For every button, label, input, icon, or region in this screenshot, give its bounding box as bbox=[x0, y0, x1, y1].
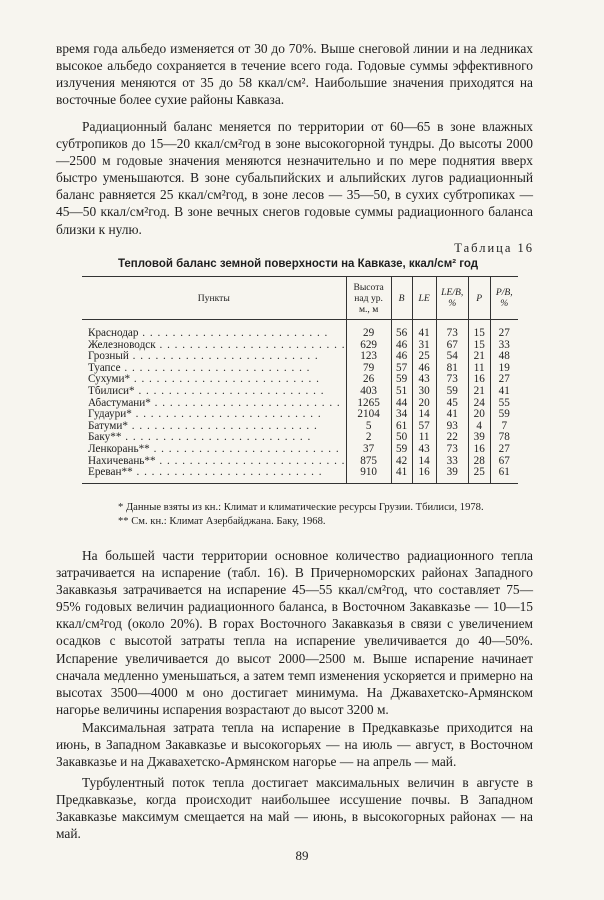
cell-p: 39 bbox=[468, 432, 490, 444]
cell-p-b: 27 bbox=[490, 374, 518, 386]
cell-le-b: 54 bbox=[436, 351, 468, 363]
cell-b: 44 bbox=[391, 398, 412, 410]
cell-b: 46 bbox=[391, 351, 412, 363]
cell-height: 29 bbox=[346, 320, 391, 340]
cell-name: Туапсе . . . bbox=[82, 363, 346, 375]
cell-b: 46 bbox=[391, 340, 412, 352]
cell-le-b: 59 bbox=[436, 386, 468, 398]
table-row bbox=[82, 386, 518, 398]
cell-b: 57 bbox=[391, 363, 412, 375]
cell-name: Краснодар . . . bbox=[82, 320, 346, 340]
cell-p: 28 bbox=[468, 456, 490, 468]
cell-name: Баку** . . . bbox=[82, 432, 346, 444]
cell-le: 16 bbox=[412, 467, 436, 483]
paragraph-turbulent-flux: Турбулентный поток тепла достигает максимальных величин в августе в Предкавказье, когда происходит наибольшее иссушение почвы. В Западном Закавказье максимум смещается на май — июнь, в высокогорных районах — на май. bbox=[56, 775, 533, 842]
cell-height: 5 bbox=[346, 421, 391, 433]
cell-name: Батуми* . . . bbox=[82, 421, 346, 433]
header-point: Пункты bbox=[82, 277, 346, 320]
cell-p-b: 27 bbox=[490, 320, 518, 340]
cell-height: 629 bbox=[346, 340, 391, 352]
cell-le: 30 bbox=[412, 386, 436, 398]
cell-p-b: 61 bbox=[490, 467, 518, 483]
cell-p-b: 55 bbox=[490, 398, 518, 410]
table-title: Тепловой баланс земной поверхности на Кавказе, ккал/см² год bbox=[117, 258, 479, 270]
cell-height: 875 bbox=[346, 456, 391, 468]
cell-le: 14 bbox=[412, 409, 436, 421]
page-number: 89 bbox=[295, 848, 309, 863]
table-row bbox=[82, 467, 518, 483]
header-height: Высота над ур. м., м bbox=[346, 277, 391, 320]
cell-p: 21 bbox=[468, 386, 490, 398]
cell-p-b: 67 bbox=[490, 456, 518, 468]
cell-le: 20 bbox=[412, 398, 436, 410]
paragraph-evaporation: На большей части территории основное количество радиационного тепла затрачивается на испарение (табл. 16). В Причерноморских районах Западного Закавказья затрачивается на испарение 45—55 ккал/см²год, что составляет 75—95% годовых величин радиационного баланса, в Восточном Закавказье — 10—15 ккал/см²год (около 20%). В горах Восточного Закавказья в связи с увеличением осадков с высотой затраты тепла на испарение увеличивается до 40—50%. Испарение увеличивается до высот 2000—2500 м. Выше испарение начинает сначала медленно уменьшаться, а затем темп изменения ускоряется и примерно на высотах 3500—4000 м оно достигает минимума. На Джавахетско-Армянском нагорье величины испарения возрастают до высот 3200 м. bbox=[56, 548, 533, 717]
cell-height: 123 bbox=[346, 351, 391, 363]
cell-b: 56 bbox=[391, 320, 412, 340]
cell-p-b: 59 bbox=[490, 409, 518, 421]
cell-p-b: 48 bbox=[490, 351, 518, 363]
cell-p: 16 bbox=[468, 374, 490, 386]
cell-p: 20 bbox=[468, 409, 490, 421]
paragraph-max-evaporation: Максимальная затрата тепла на испарение в Предкавказье приходится на июнь, в Западном Закавказье и высокогорьях — на июль — август, в Восточном Закавказье и на Джавахетско-Армянском нагорье — на апрель — май. bbox=[56, 720, 533, 770]
cell-le-b: 93 bbox=[436, 421, 468, 433]
cell-p: 21 bbox=[468, 351, 490, 363]
cell-p-b: 78 bbox=[490, 432, 518, 444]
header-le: LE bbox=[412, 277, 436, 320]
cell-height: 79 bbox=[346, 363, 391, 375]
cell-le-b: 33 bbox=[436, 456, 468, 468]
cell-p: 11 bbox=[468, 363, 490, 375]
cell-name: Нахичевань** . . . bbox=[82, 456, 346, 468]
paragraph-radiation-balance: Радиационный баланс меняется по территории от 60—65 в зоне влажных субтропиков до 15—20 ккал/см²год в зоне высокогорной тундры. До высоты 2000—2500 м годовые значения меняются незначительно и по мере поднятия вверх быстро уменьшаются. В зоне субальпийских и альпийских лугов радиационный баланс равняется 25 ккал/см²год, в зоне лесов — 35—50, в сухих субтропиках — 45—50 ккал/см²год. В зоне вечных снегов годовые суммы радиационного баланса близки к нулю. bbox=[56, 119, 533, 237]
cell-le: 46 bbox=[412, 363, 436, 375]
cell-le-b: 73 bbox=[436, 374, 468, 386]
cell-le-b: 22 bbox=[436, 432, 468, 444]
cell-le: 25 bbox=[412, 351, 436, 363]
cell-p: 15 bbox=[468, 340, 490, 352]
cell-le: 43 bbox=[412, 374, 436, 386]
cell-le-b: 45 bbox=[436, 398, 468, 410]
cell-name: Ленкорань** . . . bbox=[82, 444, 346, 456]
paragraph-albedo: время года альбедо изменяется от 30 до 70%. Выше снеговой линии и на ледниках высокое альбедо сохраняется в течение всего года. Годовые суммы эффективного излучения меняются от 35 до 58 ккал/см². Наибольшие значения приходятся на восточные более сухие районы Кавказа. bbox=[56, 41, 533, 108]
cell-p: 4 bbox=[468, 421, 490, 433]
table-row bbox=[82, 320, 518, 340]
cell-le-b: 73 bbox=[436, 320, 468, 340]
table-label: Таблица 16 bbox=[454, 241, 534, 255]
cell-height: 2104 bbox=[346, 409, 391, 421]
cell-name: Гудаури* . . . bbox=[82, 409, 346, 421]
cell-height: 26 bbox=[346, 374, 391, 386]
cell-le-b: 39 bbox=[436, 467, 468, 483]
cell-name: Абастумани* . . . bbox=[82, 398, 346, 410]
header-p: P bbox=[468, 277, 490, 320]
cell-le: 31 bbox=[412, 340, 436, 352]
cell-b: 59 bbox=[391, 444, 412, 456]
cell-le: 11 bbox=[412, 432, 436, 444]
cell-le: 14 bbox=[412, 456, 436, 468]
cell-le-b: 81 bbox=[436, 363, 468, 375]
header-le-b: LE/B, % bbox=[436, 277, 468, 320]
cell-p-b: 41 bbox=[490, 386, 518, 398]
header-p-b: P/B, % bbox=[490, 277, 518, 320]
cell-name: Грозный . . . bbox=[82, 351, 346, 363]
cell-le: 41 bbox=[412, 320, 436, 340]
cell-height: 403 bbox=[346, 386, 391, 398]
cell-p-b: 33 bbox=[490, 340, 518, 352]
cell-b: 50 bbox=[391, 432, 412, 444]
table-row bbox=[82, 409, 518, 421]
cell-name: Сухуми* . . . bbox=[82, 374, 346, 386]
cell-p: 24 bbox=[468, 398, 490, 410]
cell-b: 59 bbox=[391, 374, 412, 386]
cell-height: 2 bbox=[346, 432, 391, 444]
cell-le-b: 67 bbox=[436, 340, 468, 352]
footnote: ** См. кн.: Климат Азербайджана. Баку, 1968. bbox=[118, 516, 326, 527]
cell-p: 15 bbox=[468, 320, 490, 340]
cell-height: 1265 bbox=[346, 398, 391, 410]
cell-le-b: 41 bbox=[436, 409, 468, 421]
cell-le: 57 bbox=[412, 421, 436, 433]
cell-p-b: 19 bbox=[490, 363, 518, 375]
cell-b: 42 bbox=[391, 456, 412, 468]
cell-name: Тбилиси* . . . bbox=[82, 386, 346, 398]
heat-balance-table bbox=[82, 276, 518, 484]
table-footnotes bbox=[84, 501, 534, 529]
cell-name: Железноводск . . . bbox=[82, 340, 346, 352]
cell-b: 41 bbox=[391, 467, 412, 483]
table-row bbox=[82, 444, 518, 456]
cell-p: 16 bbox=[468, 444, 490, 456]
table-header-row bbox=[82, 277, 518, 320]
cell-p: 25 bbox=[468, 467, 490, 483]
cell-le: 43 bbox=[412, 444, 436, 456]
cell-le-b: 73 bbox=[436, 444, 468, 456]
cell-height: 910 bbox=[346, 467, 391, 483]
cell-b: 61 bbox=[391, 421, 412, 433]
cell-b: 51 bbox=[391, 386, 412, 398]
cell-height: 37 bbox=[346, 444, 391, 456]
footnote: * Данные взяты из кн.: Климат и климатические ресурсы Грузии. Тбилиси, 1978. bbox=[118, 502, 484, 513]
header-b: B bbox=[391, 277, 412, 320]
cell-p-b: 7 bbox=[490, 421, 518, 433]
cell-b: 34 bbox=[391, 409, 412, 421]
cell-name: Ереван** . . . bbox=[82, 467, 346, 483]
cell-p-b: 27 bbox=[490, 444, 518, 456]
